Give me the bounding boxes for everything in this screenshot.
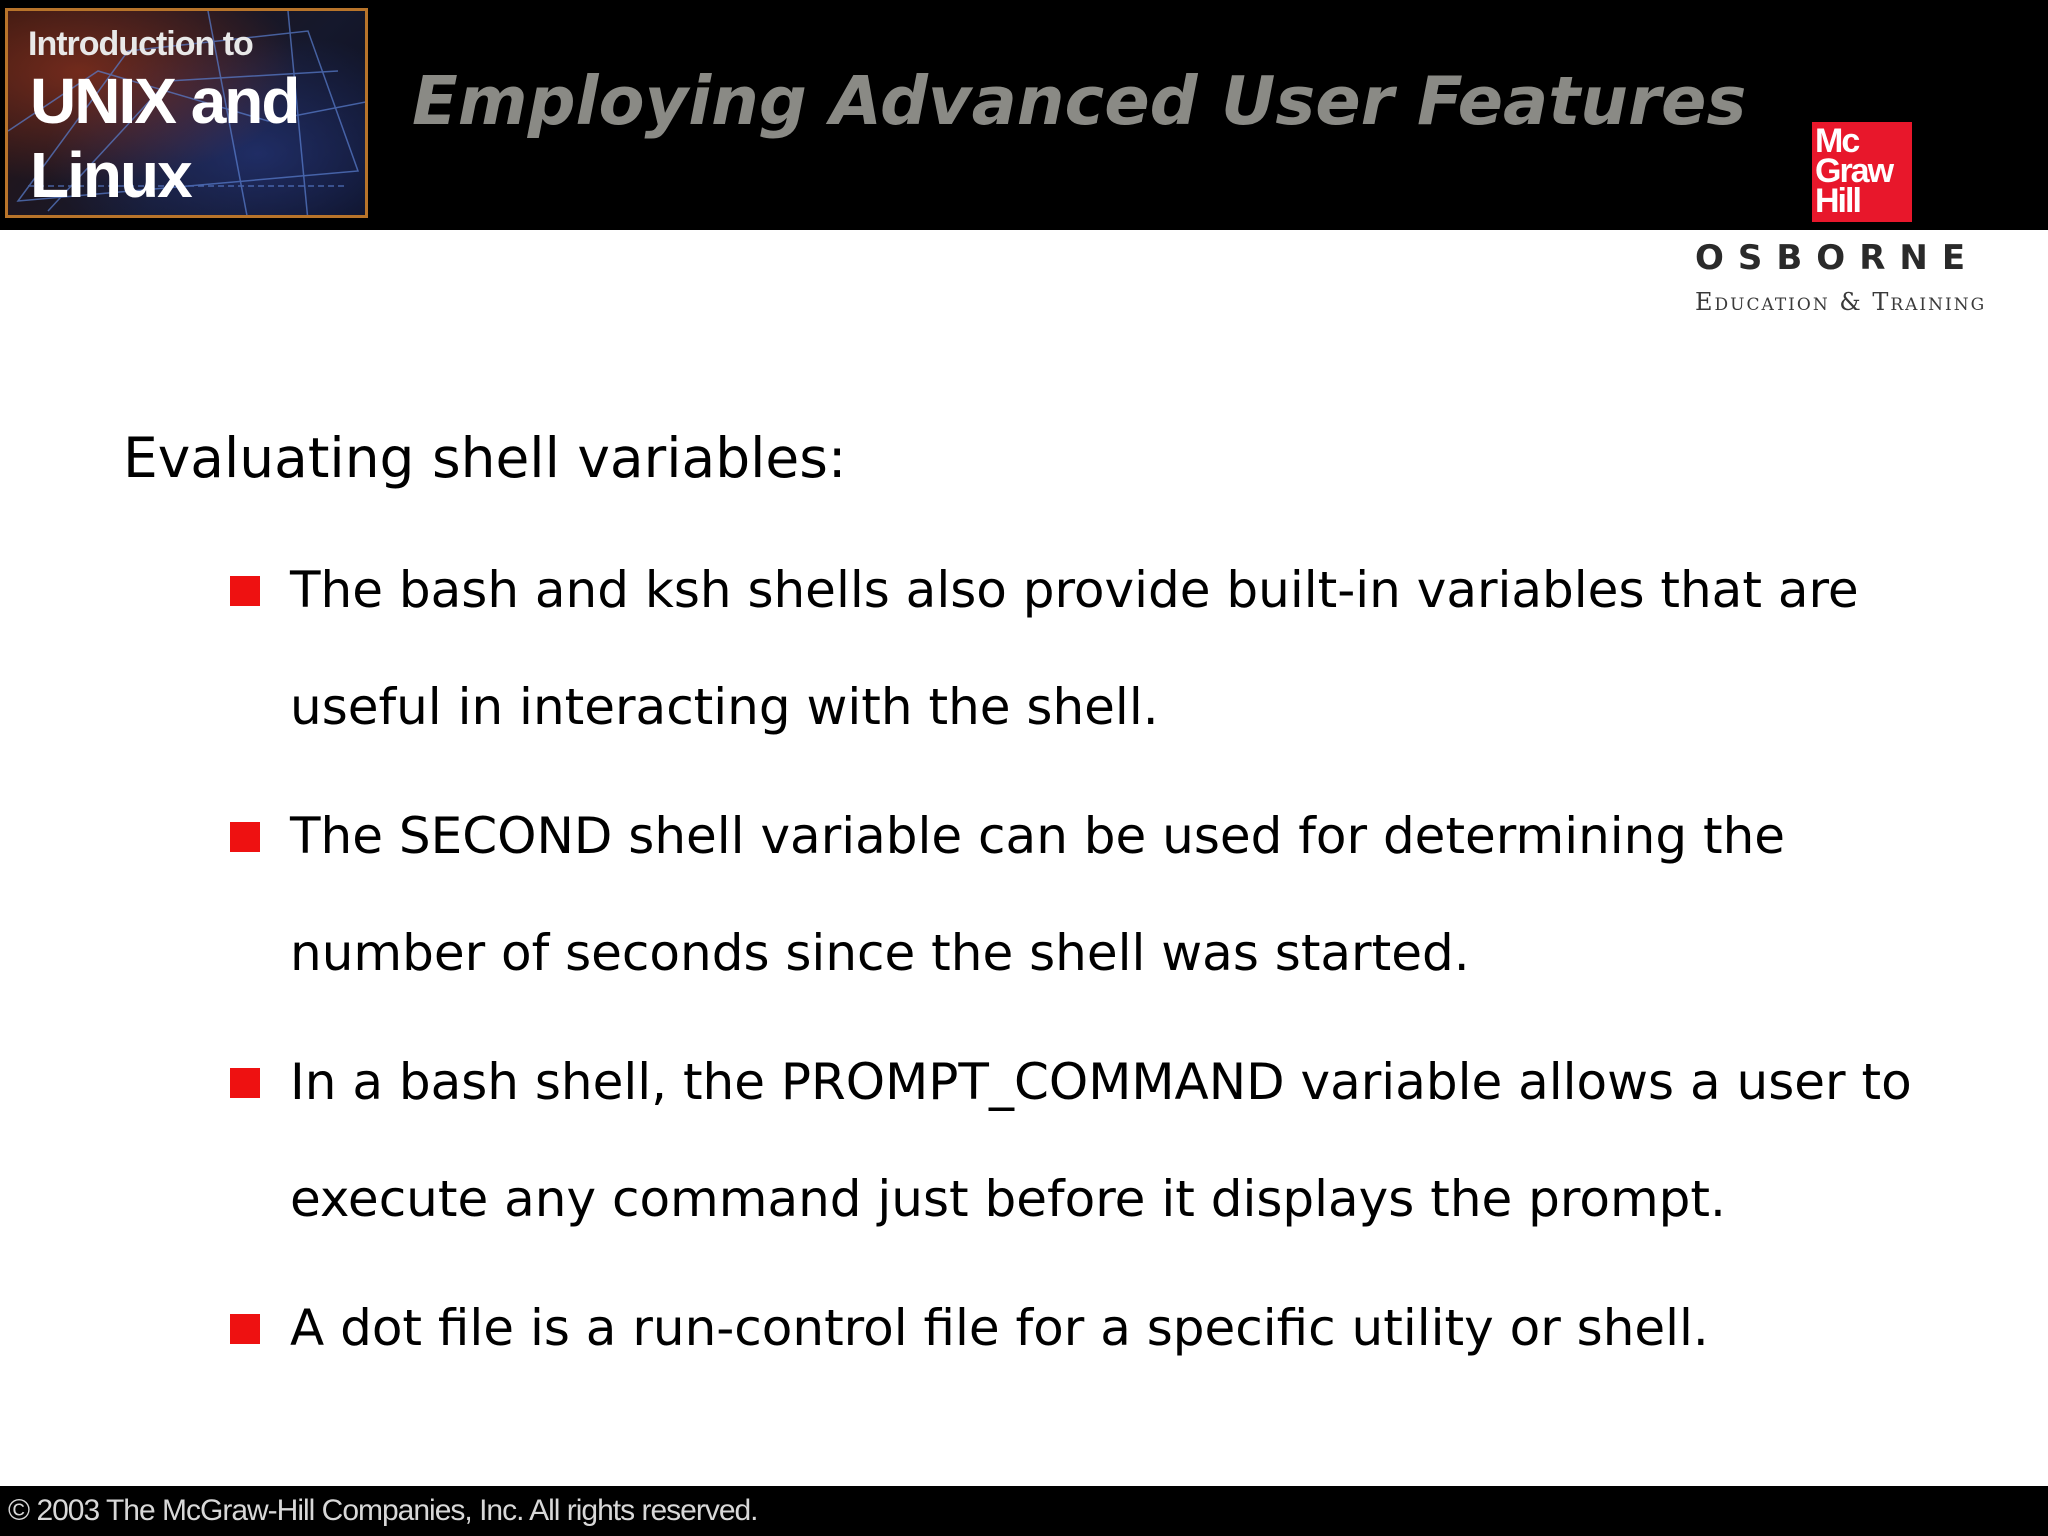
bullet-square-icon [230, 1068, 260, 1098]
bullet-square-icon [230, 1314, 260, 1344]
mcgraw-hill-logo [1812, 122, 1912, 222]
bullet-item [228, 778, 1928, 1012]
section-heading: Evaluating shell variables: [123, 426, 847, 490]
imprint-tagline: Education & Training [1695, 288, 1987, 316]
bullet-text: The bash and ksh shells also provide built-in variables that are useful in interacting with the shell. [290, 561, 1859, 736]
bullet-text: A dot file is a run-control file for a specific utility or shell. [290, 1299, 1709, 1357]
bullet-text: The SECOND shell variable can be used for determining the number of seconds since the shell was started. [290, 807, 1786, 982]
osborne-imprint-logo [1695, 238, 2030, 316]
bullet-item [228, 1024, 1928, 1258]
logo-line2: Graw [1815, 152, 1893, 190]
slide-footer [0, 1486, 2048, 1536]
slide-header [0, 0, 2048, 230]
bullet-item [228, 532, 1928, 766]
logo-line3: Hill [1815, 182, 1860, 220]
bullet-square-icon [230, 576, 260, 606]
bullet-item [228, 1270, 1928, 1387]
book-title-line1: UNIX and [30, 65, 299, 137]
bullet-square-icon [230, 822, 260, 852]
slide-title: Employing Advanced User Features [412, 62, 1747, 140]
book-title-line2: Linux [30, 139, 191, 211]
book-subtitle: Introduction to [28, 25, 253, 63]
logo-line1: Mc [1815, 122, 1859, 160]
imprint-name: OSBORNE [1695, 238, 1980, 278]
bullet-list [228, 560, 1928, 1387]
book-cover-image [5, 8, 368, 218]
bullet-text: In a bash shell, the PROMPT_COMMAND variable allows a user to execute any command just before it displays the prompt. [290, 1053, 1912, 1228]
copyright-notice: © 2003 The McGraw-Hill Companies, Inc. All rights reserved. [8, 1494, 758, 1527]
